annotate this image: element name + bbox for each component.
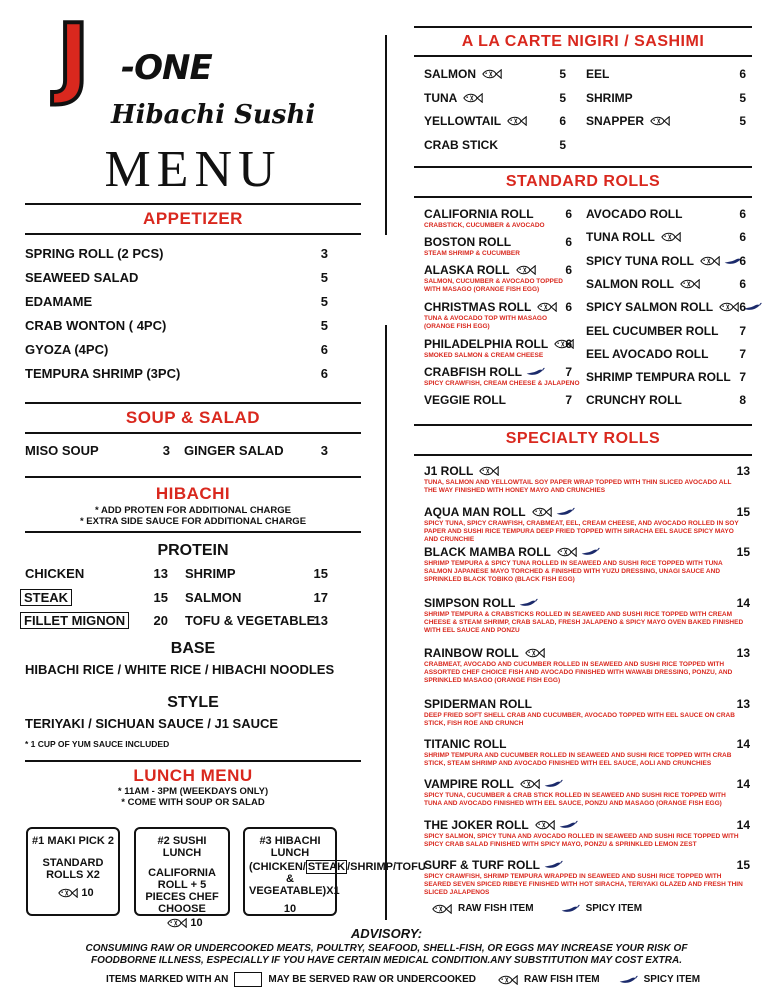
menu-title: MENU (104, 141, 282, 198)
item-price: 15 (313, 566, 328, 581)
lunch-box-body: CALIFORNIA ROLL + 5 PIECES CHEF CHOOSE (145, 867, 219, 915)
roll-name: SHRIMP TEMPURA ROLL (586, 370, 731, 385)
standard-roll (424, 300, 557, 314)
standard-roll (586, 347, 708, 361)
style-options: TERIYAKI / SICHUAN SAUCE / J1 SAUCE (25, 716, 279, 731)
item-price: 5 (739, 90, 746, 105)
roll-description: SHRIMP TEMPURA & SPICY TUNA ROLLED IN SEAWEED AND SUSHI RICE TOPPED WITH TUNA SALMON JAPANESE MAYO TORCHED & FINISHED WITH YUZU DRESSING, UNAGI SAUCE AND SPRINKLED BLACK TOBIKO (BLACK FISH EGG) (424, 560, 723, 583)
item-name: TOFU & VEGETABLE (185, 613, 316, 628)
item-name: MISO SOUP (25, 443, 99, 458)
item-price: 13 (313, 613, 328, 628)
roll-name: VEGGIE ROLL (424, 393, 507, 407)
specialty-title: SPECIALTY ROLLS (505, 430, 661, 447)
raw-fish-icon (479, 466, 499, 476)
roll-name: TITANIC ROLL (424, 737, 507, 751)
advisory-title: ADVISORY: (350, 926, 423, 941)
specialty-roll (424, 818, 578, 832)
raw-fish-icon (58, 888, 78, 898)
nigiri-item (424, 91, 483, 105)
menu-item (184, 443, 284, 458)
lunch-box-price-row (32, 887, 114, 899)
lunch-box-title: #3 HIBACHI LUNCH (259, 835, 321, 859)
body-part-outlined: STEAK (307, 861, 346, 873)
roll-price: 7 (565, 393, 572, 407)
roll-price: 8 (739, 393, 746, 408)
specialty-roll (424, 777, 563, 791)
body-part: /SHRIMP/TOFU & VEGEATABLE)X1 (249, 861, 426, 897)
divider (25, 233, 361, 235)
roll-name: J1 ROLL (424, 464, 474, 478)
legend-raw-label: RAW FISH ITEM (458, 903, 534, 914)
divider (414, 196, 752, 198)
item-name: CRAB STICK (424, 137, 498, 152)
item-price: 5 (559, 137, 566, 152)
roll-price: 6 (565, 337, 572, 351)
spicy-pepper-icon (543, 779, 563, 789)
raw-fish-icon (680, 279, 700, 289)
roll-price: 6 (565, 207, 572, 221)
roll-description: (ORANGE FISH EGG) (424, 323, 490, 330)
lunch-box-price: 10 (283, 903, 297, 915)
raw-fish-icon (525, 648, 545, 658)
item-price: 5 (739, 114, 746, 128)
roll-name: SPICY SALMON ROLL (586, 300, 714, 315)
roll-name: TUNA ROLL (586, 230, 655, 245)
item-price: 5 (320, 294, 328, 309)
spicy-pepper-icon (618, 975, 638, 985)
roll-price: 6 (565, 263, 572, 277)
item-name: SEAWEED SALAD (25, 270, 139, 285)
advisory-raw-label: RAW FISH ITEM (524, 974, 600, 985)
roll-name: EEL CUCUMBER ROLL (586, 323, 719, 338)
raw-fish-icon (520, 779, 540, 789)
roll-name: SURF & TURF ROLL (424, 858, 540, 872)
raw-fish-icon (482, 69, 502, 79)
roll-description: SHRIMP TEMPURA & CRABSTICKS ROLLED IN SEAWEED AND SUSHI RICE TOPPED WITH CREAM CHEESE & STEAM SHRIMP, CRAB SALAD, FRESH JALAPENO & SPICY MAYO OVEN BAKED FINISHED WITH EEL SAUCE AND PONZU (424, 611, 744, 634)
roll-price: 6 (739, 230, 746, 245)
spicy-pepper-icon (543, 860, 563, 870)
raw-fish-icon (650, 116, 670, 126)
specialty-roll (424, 737, 506, 751)
roll-description: CRABMEAT, AVOCADO AND CUCUMBER ROLLED IN SEAWEED AND SUSHI RICE TOPPED WITH ASSORTED CHEF CHOICE FISH AND AVOCADO FINISHED WITH WAWABI DRESSING, PONZU, AND SPRINKLED MASAGO (ORANGE FISH EGG) (424, 661, 733, 684)
standard-roll (424, 207, 534, 221)
menu-item (25, 270, 138, 285)
specialty-roll (424, 646, 545, 660)
protein-item (185, 590, 241, 605)
roll-price: 13 (736, 464, 750, 478)
item-price: 6 (739, 67, 746, 81)
roll-name: CALIFORNIA ROLL (424, 207, 534, 221)
item-price: 13 (153, 566, 168, 581)
item-price: 17 (313, 590, 328, 605)
menu-item (25, 443, 99, 458)
item-price: 20 (153, 613, 168, 628)
raw-fish-icon (700, 256, 720, 266)
divider (414, 26, 752, 28)
nigiri-item (586, 114, 670, 128)
standard-roll (424, 365, 545, 379)
roll-name: AQUA MAN ROLL (424, 505, 526, 519)
item-name: SALMON (185, 590, 242, 605)
nigiri-item (424, 67, 502, 81)
divider (414, 166, 752, 168)
roll-name: CHRISTMAS ROLL (424, 300, 532, 314)
style-title: STYLE (167, 694, 219, 711)
spicy-pepper-icon (555, 507, 575, 517)
nigiri-item (424, 114, 527, 128)
soup-title: SOUP & SALAD (125, 408, 261, 427)
raw-fish-icon (432, 904, 452, 914)
item-price: 5 (559, 90, 566, 105)
lunch-note: * COME WITH SOUP OR SALAD (121, 797, 265, 808)
roll-price: 14 (736, 777, 750, 791)
roll-name: VAMPIRE ROLL (424, 777, 514, 791)
nigiri-item (586, 91, 633, 105)
divider (414, 454, 752, 456)
item-price: 15 (153, 590, 168, 605)
logo-subtitle: Hibachi Sushi (111, 100, 316, 130)
raw-fish-icon (463, 93, 483, 103)
roll-name: CRABFISH ROLL (424, 365, 522, 379)
nigiri-item (424, 138, 498, 152)
item-name: SHRIMP (185, 566, 236, 581)
divider (25, 531, 361, 533)
lunch-box-title: #1 MAKI PICK 2 (32, 835, 114, 847)
roll-description: TUNA & AVOCADO TOP WITH MASAGO (424, 315, 548, 322)
hibachi-note: * EXTRA SIDE SAUCE FOR ADDITIONAL CHARGE (79, 516, 307, 527)
roll-price: 7 (565, 365, 572, 379)
roll-price: 14 (736, 737, 750, 751)
roll-description: TUNA, SALMON AND YELLOWTAIL SOY PAPER WRAP TOPPED WITH THIN SLICED AVOCADO ALL THE WAY FINISHED WITH HONEY MAYO AND CRUNCHIES (424, 479, 732, 494)
item-price: 6 (559, 114, 566, 128)
roll-price: 14 (736, 596, 750, 610)
item-name: SNAPPER (586, 114, 645, 128)
divider (25, 432, 361, 434)
legend (432, 903, 642, 914)
item-price: 5 (559, 67, 566, 81)
marker-box-sample (234, 972, 262, 987)
item-name: TUNA (424, 90, 458, 105)
spicy-pepper-icon (558, 820, 578, 830)
lunch-box-hibachi (243, 827, 426, 916)
advisory-marked-label: MAY BE SERVED RAW OR UNDERCOOKED (268, 974, 477, 985)
roll-description: SPICY CRAWFISH, SHRIMP TEMPURA WRAPPED IN SEAWEED AND SUSHI RICE TOPPED WITH SEARED SEVEN SPICED RIBEYE FINISHED WITH HOT SIRACHA, TERIYAKI GLAZED AND FRESH THIN SLICED JALAPENOS (424, 873, 743, 896)
specialty-roll (424, 596, 538, 610)
spicy-pepper-icon (580, 547, 600, 557)
standard-roll (586, 277, 700, 291)
raw-fish-icon (557, 547, 577, 557)
roll-price: 7 (739, 323, 746, 338)
hibachi-title: HIBACHI (155, 484, 231, 503)
divider (25, 402, 361, 404)
standard-roll (586, 324, 718, 338)
roll-price: 6 (739, 276, 746, 291)
lunch-box-title: #2 SUSHI LUNCH (157, 835, 207, 859)
advisory-spicy-label: SPICY ITEM (643, 974, 701, 985)
roll-name: SIMPSON ROLL (424, 596, 516, 610)
protein-item (25, 566, 84, 581)
item-name: GINGER SALAD (184, 443, 284, 458)
item-name: GYOZA (4PC) (25, 342, 109, 357)
roll-price: 13 (736, 697, 750, 711)
item-name: EDAMAME (25, 294, 93, 309)
hibachi-note: * ADD PROTEN FOR ADDITIONAL CHARGE (95, 505, 291, 516)
raw-fish-icon (498, 975, 518, 985)
item-name: CHICKEN (25, 566, 85, 581)
roll-description: SMOKED SALMON & CREAM CHEESE (424, 352, 544, 359)
roll-description: CRABSTICK, CUCUMBER & AVOCADO (424, 222, 545, 229)
body-part: (CHICKEN/ (249, 861, 306, 873)
roll-name: THE JOKER ROLL (424, 818, 529, 832)
menu-item (25, 246, 163, 261)
roll-price: 15 (736, 545, 750, 559)
item-name: SALMON (424, 67, 476, 81)
raw-fish-icon (532, 507, 552, 517)
item-name: SPRING ROLL (2 PCS) (25, 246, 164, 261)
protein-item (20, 589, 72, 606)
roll-name: RAINBOW ROLL (424, 646, 519, 660)
standard-roll (586, 207, 682, 221)
standard-title: STANDARD ROLLS (505, 173, 661, 190)
standard-roll (424, 263, 536, 277)
roll-price: 6 (739, 207, 746, 221)
lunch-box-body: STANDARD ROLLS X2 (42, 857, 104, 881)
roll-description: SPICY SALMON, SPICY TUNA AND AVOCADO ROLLED IN SEAWEED AND SUSHI RICE TOPPED WITH SPICY CRAB SALAD FINISHED WITH SPICY MAYO, PONZU & SPRINKLED LEMON ZEST (424, 833, 739, 848)
protein-item (20, 612, 129, 629)
item-price: 6 (320, 366, 328, 381)
roll-description: SPICY TUNA, CUCUMBER & CRAB STICK ROLLED IN SEAWEED AND SUSHI RICE TOPPED WITH TUNA AND AVOCADO FINISHED WITH EEL SAUCE, PONZU AND MASAGO (ORANGE FISH EGG) (424, 792, 726, 807)
item-price: 5 (320, 270, 328, 285)
specialty-roll (424, 545, 600, 559)
item-price: 3 (320, 443, 328, 458)
divider (25, 476, 361, 478)
roll-price: 6 (565, 235, 572, 249)
item-name: FILLET MIGNON (20, 612, 129, 629)
item-name: SHRIMP (586, 90, 633, 105)
standard-roll (586, 370, 731, 384)
base-options: HIBACHI RICE / WHITE RICE / HIBACHI NOODLES (25, 662, 335, 677)
advisory-text: CONSUMING RAW OR UNDERCOOKED MEATS, POULTRY, SEAFOOD, SHELL-FISH, OR EGGS MAY INCREASE YOUR RISK OF (85, 943, 688, 954)
standard-roll (424, 235, 511, 249)
item-name: STEAK (20, 589, 72, 606)
standard-roll (586, 393, 682, 407)
standard-roll (586, 230, 681, 244)
divider (25, 760, 361, 762)
nigiri-title: A LA CARTE NIGIRI / SASHIMI (461, 33, 705, 50)
raw-fish-icon (535, 820, 555, 830)
roll-price: 7 (739, 370, 746, 385)
roll-name: SALMON ROLL (586, 276, 674, 291)
roll-name: BOSTON ROLL (424, 235, 512, 249)
base-title: BASE (170, 640, 216, 657)
roll-name: ALASKA ROLL (424, 263, 510, 277)
roll-name: EEL AVOCADO ROLL (586, 346, 709, 361)
raw-fish-icon (661, 232, 681, 242)
roll-price: 6 (739, 300, 746, 315)
roll-description: SALMON, CUCUMBER & AVOCADO TOPPED (424, 278, 563, 285)
standard-roll (586, 254, 743, 268)
raw-fish-icon (537, 302, 557, 312)
appetizer-title: APPETIZER (143, 209, 243, 228)
roll-price: 6 (565, 300, 572, 314)
roll-name: SPICY TUNA ROLL (586, 253, 695, 268)
roll-description: DEEP FRIED SOFT SHELL CRAB AND CUCUMBER, AVOCADO TOPPED WITH EEL SAUCE ON CRAB STICK, FISH ROE AND CRUNCH (424, 712, 735, 727)
lunch-title: LUNCH MENU (133, 766, 253, 785)
roll-price: 13 (736, 646, 750, 660)
menu-item (25, 342, 108, 357)
item-price: 5 (320, 318, 328, 333)
standard-roll (424, 393, 506, 407)
roll-price: 14 (736, 818, 750, 832)
menu-item (25, 366, 180, 381)
column-divider-top (385, 35, 387, 235)
lunch-box-sushi (134, 827, 230, 929)
roll-price: 15 (736, 858, 750, 872)
roll-name: SPIDERMAN ROLL (424, 697, 532, 711)
protein-item (185, 566, 236, 581)
roll-description: SPICY TUNA, SPICY CRAWFISH, CRABMEAT, EEL, CREAM CHEESE, AND AVOCADO ROLLED IN SOY PAPER AND SUSHI RICE TEMPURA DEEP FRIED TOPPED WITH SIRACHA EEL SAUCE SPICY MAYO AND CRUNCHIE (424, 520, 739, 543)
spicy-pepper-icon (560, 904, 580, 914)
raw-fish-icon (507, 116, 527, 126)
menu-item (25, 318, 166, 333)
lunch-box-body (249, 861, 426, 897)
divider (414, 55, 752, 57)
specialty-roll (424, 858, 563, 872)
spicy-pepper-icon (525, 367, 545, 377)
divider (414, 424, 752, 426)
item-price: 3 (162, 443, 170, 458)
roll-price: 15 (736, 505, 750, 519)
roll-description: WITH MASAGO (ORANGE FISH EGG) (424, 286, 540, 293)
column-divider-bottom (385, 325, 387, 920)
style-note: * 1 CUP OF YUM SAUCE INCLUDED (25, 739, 170, 749)
item-name: EEL (586, 67, 610, 81)
specialty-roll (424, 464, 499, 478)
roll-price: 7 (739, 346, 746, 361)
lunch-note: * 11AM - 3PM (WEEKDAYS ONLY) (117, 786, 269, 797)
item-price: 6 (320, 342, 328, 357)
roll-name: AVOCADO ROLL (586, 207, 683, 221)
advisory-marked-label: ITEMS MARKED WITH AN (106, 974, 229, 985)
roll-name: BLACK MAMBA ROLL (424, 545, 551, 559)
raw-fish-icon (516, 265, 536, 275)
protein-title: PROTEIN (157, 542, 229, 559)
standard-roll (424, 337, 574, 351)
menu-item (25, 294, 92, 309)
advisory-legend (106, 972, 700, 987)
item-name: CRAB WONTON ( 4PC) (25, 318, 167, 333)
advisory-text: FOODBORNE ILLNESS, ESPECIALLY IF YOU HAVE CERTAIN MEDICAL CONDITION.ANY SUBSTITUTION MAY COST EXTRA. (91, 955, 682, 966)
roll-description: SPICY CRAWFISH, CREAM CHEESE & JALAPENO (424, 380, 580, 387)
nigiri-item (586, 67, 609, 81)
divider (25, 203, 361, 205)
logo-j: J (57, 5, 90, 108)
item-name: YELLOWTAIL (424, 114, 502, 128)
item-price: 3 (320, 246, 328, 261)
lunch-box-maki (26, 827, 120, 916)
roll-description: STEAM SHRIMP & CUCUMBER (424, 250, 520, 257)
roll-name: CRUNCHY ROLL (586, 393, 682, 408)
roll-description: SHRIMP TEMPURA AND CUCUMBER ROLLED IN SEAWEED AND SUSHI RICE TOPPED WITH CRAB STICK, STEAM SHRIMP AND AVOCADO FINISHED WITH EEL SAUCE, AOLI AND CRUNCHIES (424, 752, 732, 767)
logo (55, 5, 325, 152)
spicy-pepper-icon (518, 598, 538, 608)
item-name: TEMPURA SHRIMP (3PC) (25, 366, 181, 381)
lunch-box-price: 10 (81, 887, 94, 899)
specialty-roll (424, 505, 575, 519)
protein-item (185, 613, 315, 628)
legend-spicy-label: SPICY ITEM (585, 903, 643, 914)
roll-price: 6 (739, 253, 746, 268)
roll-name: PHILADELPHIA ROLL (424, 337, 549, 351)
lunch-box-price: 10 (190, 917, 203, 929)
specialty-roll (424, 697, 532, 711)
logo-one: -ONE (121, 48, 212, 88)
